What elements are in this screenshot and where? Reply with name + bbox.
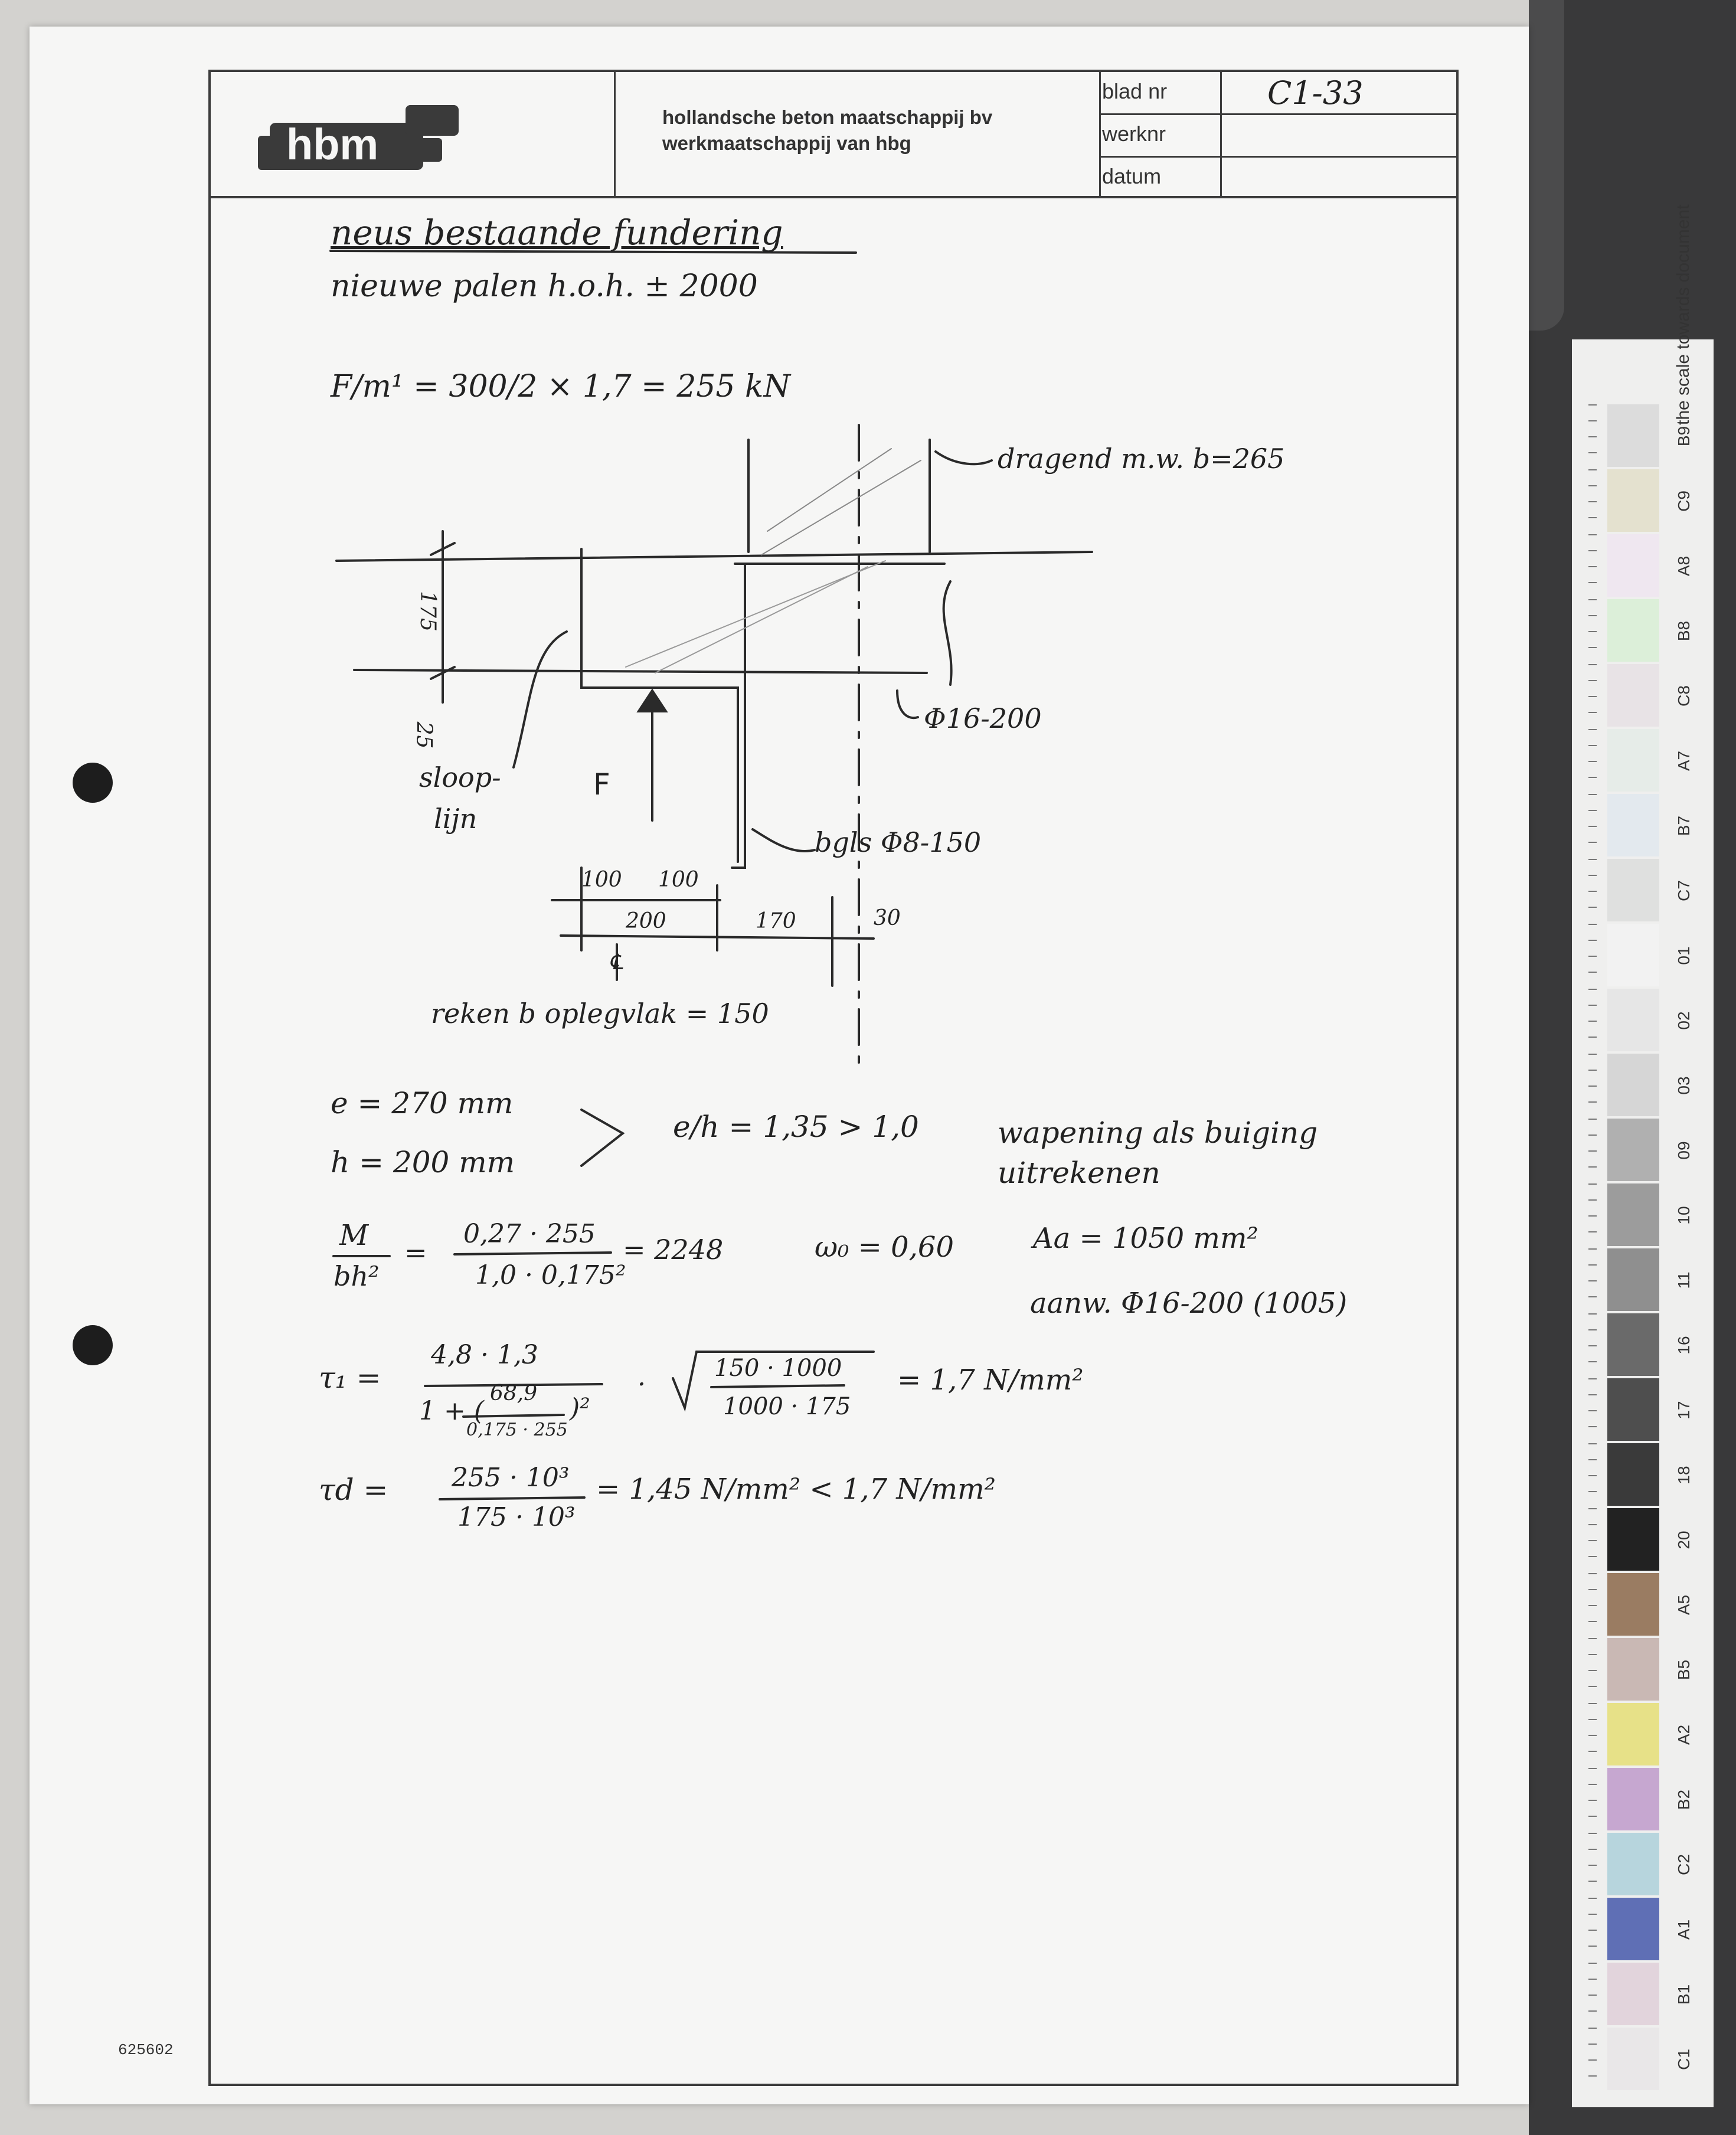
ruler-tick <box>1588 2010 1597 2012</box>
ruler-tick <box>1588 647 1597 648</box>
color-patch-16 <box>1607 1313 1659 1376</box>
sqrt-numerator: 150 · 1000 <box>714 1355 842 1382</box>
color-patch-09 <box>1607 1119 1659 1181</box>
color-patch-b1 <box>1607 1963 1659 2025</box>
ruler-tick <box>1588 907 1597 908</box>
tau1-den-open: 1 + ( <box>419 1396 484 1426</box>
ruler-tick <box>1588 615 1597 616</box>
ruler-tick <box>1588 1638 1597 1639</box>
ruler-tick <box>1588 1183 1597 1185</box>
ruler-tick <box>1588 1979 1597 1980</box>
patch-label-a8: A8 <box>1675 555 1693 577</box>
ruler-tick <box>1588 1881 1597 1882</box>
ruler-tick <box>1588 1930 1597 1931</box>
ruler-tick <box>1588 810 1597 811</box>
color-patch-17 <box>1607 1378 1659 1441</box>
ruler-tick <box>1588 842 1597 843</box>
patch-label-a5: A5 <box>1675 1594 1693 1616</box>
company-line-2: werkmaatschappij van hbg <box>662 132 911 154</box>
datum-label: datum <box>1102 164 1162 188</box>
patch-label-18: 18 <box>1675 1466 1693 1485</box>
ruler-tick <box>1588 1264 1597 1266</box>
patch-label-c8: C8 <box>1675 685 1693 707</box>
ruler-tick <box>1588 1021 1597 1022</box>
patch-label-c9: C9 <box>1675 491 1693 512</box>
color-patch-a1 <box>1607 1898 1659 1960</box>
ruler-tick <box>1588 875 1597 876</box>
piles-note: nieuwe palen h.o.h. ± 2000 <box>331 269 758 304</box>
ruler-tick <box>1588 1849 1597 1850</box>
ruler-tick <box>1588 1313 1597 1315</box>
ruler-tick <box>1588 826 1597 827</box>
patch-label-02: 02 <box>1675 1011 1693 1030</box>
stirrup-label: bgls Φ8-150 <box>815 826 982 858</box>
ruler-tick <box>1588 599 1597 600</box>
ruler-tick <box>1588 794 1597 795</box>
ruler-tick <box>1588 1621 1597 1622</box>
ruler-tick <box>1588 1361 1597 1362</box>
slab-top-line <box>336 552 1092 561</box>
tau1-result: = 1,7 N/mm² <box>897 1364 1084 1397</box>
ratio-bracket <box>581 1110 623 1166</box>
color-patch-a7 <box>1607 729 1659 792</box>
ruler-tick <box>1588 1719 1597 1720</box>
tau1-dot: · <box>637 1369 646 1400</box>
color-patch-c9 <box>1607 469 1659 532</box>
patch-label-b2: B2 <box>1675 1789 1693 1810</box>
ruler-tick <box>1588 924 1597 925</box>
m-numerator: 0,27 · 255 <box>463 1219 596 1249</box>
ruler-tick <box>1588 1166 1597 1168</box>
ruler-tick <box>1588 891 1597 892</box>
ruler-tick <box>1588 1491 1597 1492</box>
patch-label-10: 10 <box>1675 1206 1693 1225</box>
ruler-tick <box>1588 1703 1597 1704</box>
ruler-tick <box>1588 1280 1597 1281</box>
dragend-leader <box>936 452 992 464</box>
ruler-tick <box>1588 745 1597 746</box>
ruler-tick <box>1588 1378 1597 1379</box>
werknr-label: werknr <box>1102 122 1166 146</box>
ruler-tick <box>1588 1005 1597 1006</box>
ruler-tick <box>1588 1215 1597 1217</box>
ruler-tick <box>1588 1054 1597 1055</box>
ruler-tick <box>1588 1605 1597 1606</box>
taud-lhs: τd = <box>319 1473 388 1507</box>
color-patch-20 <box>1607 1508 1659 1571</box>
dim-100-a: 100 <box>581 868 622 892</box>
ruler-tick <box>1588 631 1597 632</box>
ruler-tick <box>1588 1573 1597 1574</box>
logo-text: hbm <box>286 120 379 169</box>
ruler-tick <box>1588 1589 1597 1590</box>
ruler-tick <box>1588 550 1597 551</box>
patch-label-17: 17 <box>1675 1401 1693 1420</box>
sloop-leader <box>514 632 567 767</box>
ruler-tick <box>1588 1963 1597 1964</box>
ruler-tick <box>1588 2075 1597 2077</box>
patch-label-c2: C2 <box>1675 1854 1693 1875</box>
ruler-tick <box>1588 1199 1597 1201</box>
ruler-tick <box>1588 1119 1597 1120</box>
color-patch-b5 <box>1607 1638 1659 1701</box>
ruler-tick <box>1588 1426 1597 1427</box>
patch-label-a2: A2 <box>1675 1724 1693 1745</box>
ruler-tick <box>1588 1865 1597 1866</box>
patch-label-b1: B1 <box>1675 1984 1693 2005</box>
company-line-1: hollandsche beton maatschappij bv <box>662 106 993 128</box>
ruler-tick <box>1588 1654 1597 1655</box>
ruler-tick <box>1588 989 1597 990</box>
bearing-width-note: reken b oplegvlak = 150 <box>431 998 769 1029</box>
dim-25: 25 <box>411 721 436 749</box>
patch-label-01: 01 <box>1675 946 1693 965</box>
ruler-tick <box>1588 1329 1597 1330</box>
color-patch-10 <box>1607 1183 1659 1246</box>
ruler-tick <box>1588 1735 1597 1736</box>
ruler-tick <box>1588 1946 1597 1947</box>
ruler-tick <box>1588 1800 1597 1801</box>
ruler-tick <box>1588 1995 1597 1996</box>
ratio: e/h = 1,35 > 1,0 <box>673 1110 919 1144</box>
dim-100-b: 100 <box>658 868 699 892</box>
ruler-tick <box>1588 1540 1597 1541</box>
patch-label-a1: A1 <box>1675 1919 1693 1940</box>
sloop-label-1: sloop- <box>419 761 501 793</box>
ruler-tick <box>1588 485 1597 486</box>
applied-reinforcement: aanw. Φ16-200 (1005) <box>1030 1287 1348 1320</box>
taud-denominator: 175 · 10³ <box>457 1502 576 1532</box>
patch-label-b7: B7 <box>1675 815 1693 836</box>
patch-label-09: 09 <box>1675 1141 1693 1160</box>
ruler-tick <box>1588 1134 1597 1136</box>
color-patch-c7 <box>1607 859 1659 921</box>
rebar-top-label: Φ16-200 <box>924 702 1042 734</box>
patch-label-a7: A7 <box>1675 750 1693 771</box>
ruler-tick <box>1588 469 1597 470</box>
color-patch-c1 <box>1607 2028 1659 2090</box>
tau1-den-close: )² <box>570 1393 590 1423</box>
ruler-tick <box>1588 1101 1597 1103</box>
ruler-tick <box>1588 420 1597 421</box>
color-patch-b9 <box>1607 404 1659 467</box>
patch-label-b9: B9 <box>1675 426 1693 447</box>
omega-value: ω₀ = 0,60 <box>815 1231 954 1264</box>
color-patch-a2 <box>1607 1703 1659 1765</box>
ruler-tick <box>1588 680 1597 681</box>
ruler-tick <box>1588 2059 1597 2061</box>
ruler-tick <box>1588 1556 1597 1557</box>
ruler-tick <box>1588 1070 1597 1071</box>
ruler-tick <box>1588 452 1597 453</box>
patch-label-11: 11 <box>1675 1271 1693 1289</box>
force-per-meter: F/m¹ = 300/2 × 1,7 = 255 kN <box>331 369 790 404</box>
slab-bottom-line <box>354 670 927 673</box>
sheet-title: neus bestaande fundering <box>331 212 783 253</box>
color-patch-b8 <box>1607 599 1659 662</box>
height: h = 200 mm <box>331 1145 515 1179</box>
ruler-tick <box>1588 1686 1597 1687</box>
ruler-tick <box>1588 1768 1597 1769</box>
ruler-tick <box>1588 566 1597 567</box>
stirrup-leader <box>753 829 815 851</box>
color-patch-b2 <box>1607 1768 1659 1830</box>
patch-label-b5: B5 <box>1675 1659 1693 1680</box>
ruler-tick <box>1588 1898 1597 1899</box>
patch-label-16: 16 <box>1675 1336 1693 1355</box>
ruler-tick <box>1588 1459 1597 1460</box>
ruler-tick <box>1588 2028 1597 2029</box>
ruler-tick <box>1588 1784 1597 1785</box>
taud-numerator: 255 · 10³ <box>452 1463 570 1493</box>
ruler-tick <box>1588 582 1597 583</box>
ruler-tick <box>1588 1524 1597 1525</box>
rebar-leader <box>944 581 952 685</box>
ruler-tick <box>1588 664 1597 665</box>
ruler-tick <box>1588 777 1597 778</box>
ruler-tick <box>1588 940 1597 941</box>
form-code: 625602 <box>118 2041 174 2059</box>
ruler-tick <box>1588 1296 1597 1297</box>
dim-200: 200 <box>626 909 666 933</box>
ruler-tick <box>1588 1394 1597 1395</box>
color-patch-a8 <box>1607 534 1659 597</box>
ruler-tick <box>1588 1410 1597 1411</box>
sqrt-denominator: 1000 · 175 <box>723 1393 851 1420</box>
centerline-mark: ℄ <box>609 950 623 975</box>
ruler-tick <box>1588 1475 1597 1476</box>
color-patch-c8 <box>1607 664 1659 727</box>
ruler-tick <box>1588 517 1597 518</box>
reinforcement-note-1: wapening als buiging <box>998 1116 1318 1150</box>
m-lhs-num: M <box>339 1219 369 1252</box>
ruler-tick <box>1588 972 1597 973</box>
ruler-tick <box>1588 1231 1597 1232</box>
ruler-tick <box>1588 761 1597 762</box>
tau1-numerator: 4,8 · 1,3 <box>431 1340 538 1370</box>
ruler-tick <box>1588 1248 1597 1250</box>
patch-label-20: 20 <box>1675 1531 1693 1549</box>
color-patch-b7 <box>1607 794 1659 856</box>
m-equals: = <box>404 1237 427 1268</box>
color-patch-01 <box>1607 924 1659 986</box>
ruler-tick <box>1588 712 1597 713</box>
color-scale-strip <box>1572 339 1714 2107</box>
ruler-tick <box>1588 1816 1597 1817</box>
ruler-tick <box>1588 501 1597 502</box>
dim-175: 175 <box>415 591 440 632</box>
ruler-tick <box>1588 1751 1597 1752</box>
tau1-inner-den: 0,175 · 255 <box>466 1420 568 1440</box>
ruler-tick <box>1588 1150 1597 1152</box>
blad-nr-label: blad nr <box>1102 79 1168 103</box>
ruler-tick <box>1588 1443 1597 1444</box>
tau1-lhs: τ₁ = <box>319 1361 381 1395</box>
patch-label-c7: C7 <box>1675 880 1693 901</box>
color-patch-18 <box>1607 1443 1659 1506</box>
ruler-tick <box>1588 956 1597 957</box>
color-patch-03 <box>1607 1054 1659 1116</box>
ruler-tick <box>1588 534 1597 535</box>
eccentricity: e = 270 mm <box>331 1086 514 1120</box>
ruler-tick <box>1588 1086 1597 1087</box>
m-denominator: 1,0 · 0,175² <box>475 1260 626 1290</box>
ruler-tick <box>1588 1670 1597 1671</box>
dim-30: 30 <box>874 906 901 930</box>
ruler-tick <box>1588 1914 1597 1915</box>
reinforcement-note-2: uitrekenen <box>998 1156 1160 1190</box>
blad-nr-value: C1-33 <box>1267 74 1364 112</box>
force-label: F <box>593 767 610 802</box>
color-patch-a5 <box>1607 1573 1659 1636</box>
tau1-inner-num: 68,9 <box>490 1381 538 1405</box>
ruler-tick <box>1588 404 1597 406</box>
ruler-tick <box>1588 1037 1597 1038</box>
patch-label-c1: C1 <box>1675 2049 1693 2070</box>
ruler-tick <box>1588 1833 1597 1834</box>
ruler-tick <box>1588 729 1597 730</box>
color-patch-02 <box>1607 989 1659 1051</box>
ruler-tick <box>1588 1508 1597 1509</box>
ruler-tick <box>1588 1345 1597 1346</box>
dragend-label: dragend m.w. b=265 <box>998 443 1285 475</box>
color-patch-c2 <box>1607 1833 1659 1895</box>
scale-caption: the scale towards document <box>1673 204 1693 425</box>
patch-label-03: 03 <box>1675 1076 1693 1095</box>
sloop-label-2: lijn <box>434 803 478 835</box>
m-result: = 2248 <box>623 1234 724 1266</box>
taud-result: = 1,45 N/mm² < 1,7 N/mm² <box>596 1473 996 1506</box>
steel-area: Aa = 1050 mm² <box>1033 1222 1258 1255</box>
ruler-tick <box>1588 2044 1597 2045</box>
m-lhs-den: bh² <box>334 1260 380 1292</box>
ruler-tick <box>1588 436 1597 437</box>
patch-label-b8: B8 <box>1675 620 1693 642</box>
ruler-tick <box>1588 859 1597 860</box>
color-patch-11 <box>1607 1248 1659 1311</box>
ruler-tick <box>1588 696 1597 697</box>
dim-170: 170 <box>756 909 796 933</box>
